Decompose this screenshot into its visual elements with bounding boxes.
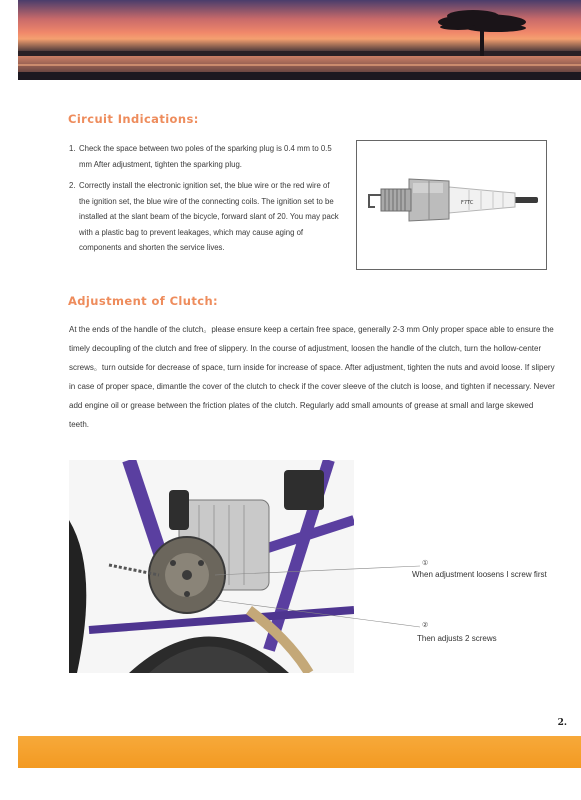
callout-marker-2: ② bbox=[422, 622, 429, 629]
callout-marker-1: ① bbox=[422, 560, 429, 567]
callout-text-2: Then adjusts 2 screws bbox=[417, 634, 497, 643]
svg-text:F7TC: F7TC bbox=[461, 200, 474, 206]
list-item-text: Correctly install the electronic ignition set, the blue wire or the red wire of the ignition set, the blue wire of the connecting coils. The ignition set to be installed at the slant beam of the bicycle, forward slant of 20. You may pack with a plastic bag to prevent leakages, which may cause aging of components and shorten the service lives. bbox=[79, 181, 339, 252]
clutch-adjustment-text: At the ends of the handle of the clutch。please ensure keep a certain free space, generally 2-3 mm Only proper space able to ensure the timely decoupling of the clutch and free of slippery. In the course of adjustment, loosen the handle of the clutch, turn the hollow-center screws。turn outside for decrease of space, turn inside for increase of space. After adjustment, tighten the nuts and avoid loose. If slipery in case of proper space, dimantle the cover of the clutch to check if the cover sleeve of the clutch is loose, and tighten if necessary. Never add engine oil or grease between the friction plates of the clutch. Regularly add small amounts of grease at small and large skewed teeth. bbox=[69, 325, 555, 429]
list-item-number: 2. bbox=[69, 181, 76, 190]
callout-text-1: When adjustment loosens I screw first bbox=[412, 570, 547, 579]
circuit-indications-heading: Circuit Indications: bbox=[68, 112, 199, 126]
page-number: 2. bbox=[557, 718, 567, 728]
footer-band bbox=[18, 736, 581, 768]
list-item-text: Check the space between two poles of the sparking plug is 0.4 mm to 0.5 mm After adjustment, tighten the sparking plug. bbox=[79, 144, 332, 169]
list-item-number: 1. bbox=[69, 144, 76, 153]
clutch-adjustment-heading: Adjustment of Clutch: bbox=[68, 294, 219, 308]
